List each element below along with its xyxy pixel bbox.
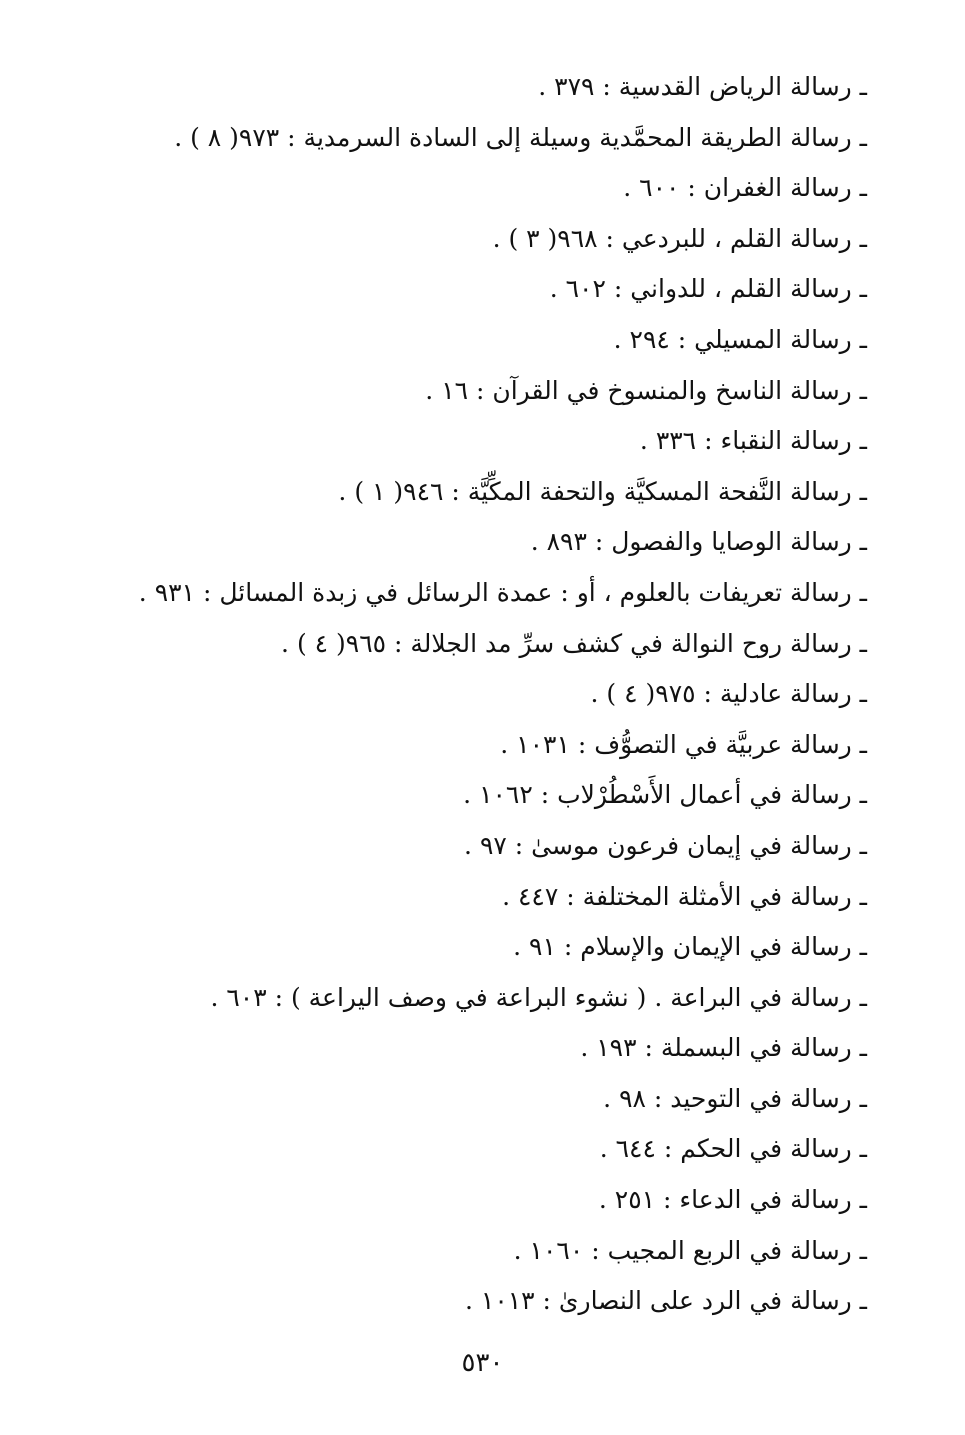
index-entry: ـ رسالة في الربع المجيب : ١٠٦٠ . — [513, 1235, 867, 1265]
index-entry: ـ رسالة في البسملة : ١٩٣ . — [580, 1033, 867, 1063]
index-entry: ـ رسالة في أعمال الأَسْطُرْلاب : ١٠٦٢ . — [463, 780, 867, 810]
page-number: ٥٣٠ — [461, 1348, 504, 1378]
index-entry: ـ رسالة المسيلي : ٢٩٤ . — [613, 324, 867, 354]
index-entry: ـ رسالة القلم ، للدواني : ٦٠٢ . — [549, 274, 867, 304]
index-entry: ـ رسالة في إيمان فرعون موسىٰ : ٩٧ . — [464, 830, 867, 860]
index-entry: ـ رسالة تعريفات بالعلوم ، أو : عمدة الرسائل في زبدة المسائل : ٩٣١ . — [138, 577, 867, 607]
index-entry: ـ رسالة عربيَّة في التصوُّف : ١٠٣١ . — [500, 729, 867, 759]
index-entry: ـ رسالة النقباء : ٣٣٦ . — [639, 426, 867, 456]
index-entry: ـ رسالة الطريقة المحمَّدية وسيلة إلى السادة السرمدية : ٩٧٣( ٨ ) . — [174, 122, 867, 152]
index-entry-list — [67, 62, 867, 1327]
index-entry: ـ رسالة الغفران : ٦٠٠ . — [623, 173, 867, 203]
index-entry: ـ رسالة في البراعة . ( نشوء البراعة في وصف اليراعة ) : ٦٠٣ . — [210, 982, 867, 1012]
index-entry: ـ رسالة في الحكم : ٦٤٤ . — [599, 1134, 867, 1164]
index-entry: ـ رسالة روح النوالة في كشف سرِّ مد الجلالة : ٩٦٥( ٤ ) . — [281, 628, 867, 658]
index-entry: ـ رسالة النَّفحة المسكيَّة والتحفة المكِّيَّة : ٩٤٦( ١ ) . — [338, 476, 867, 506]
index-entry: ـ رسالة في الرد على النصارىٰ : ١٠١٣ . — [464, 1286, 867, 1316]
index-entry: ـ رسالة في التوحيد : ٩٨ . — [603, 1083, 867, 1113]
index-entry: ـ رسالة القلم ، للبردعي : ٩٦٨( ٣ ) . — [492, 223, 867, 253]
index-entry: ـ رسالة الرياض القدسية : ٣٧٩ . — [538, 72, 867, 101]
index-entry: ـ رسالة في الأمثلة المختلفة : ٤٤٧ . — [502, 881, 867, 911]
index-entry: ـ رسالة عادلية : ٩٧٥( ٤ ) . — [590, 679, 867, 709]
index-entry: ـ رسالة في الدعاء : ٢٥١ . — [598, 1185, 867, 1215]
index-entry: ـ رسالة الوصايا والفصول : ٨٩٣ . — [530, 527, 867, 557]
index-entry: ـ رسالة في الإيمان والإسلام : ٩١ . — [513, 932, 867, 962]
index-entry: ـ رسالة الناسخ والمنسوخ في القرآن : ١٦ . — [425, 375, 867, 405]
